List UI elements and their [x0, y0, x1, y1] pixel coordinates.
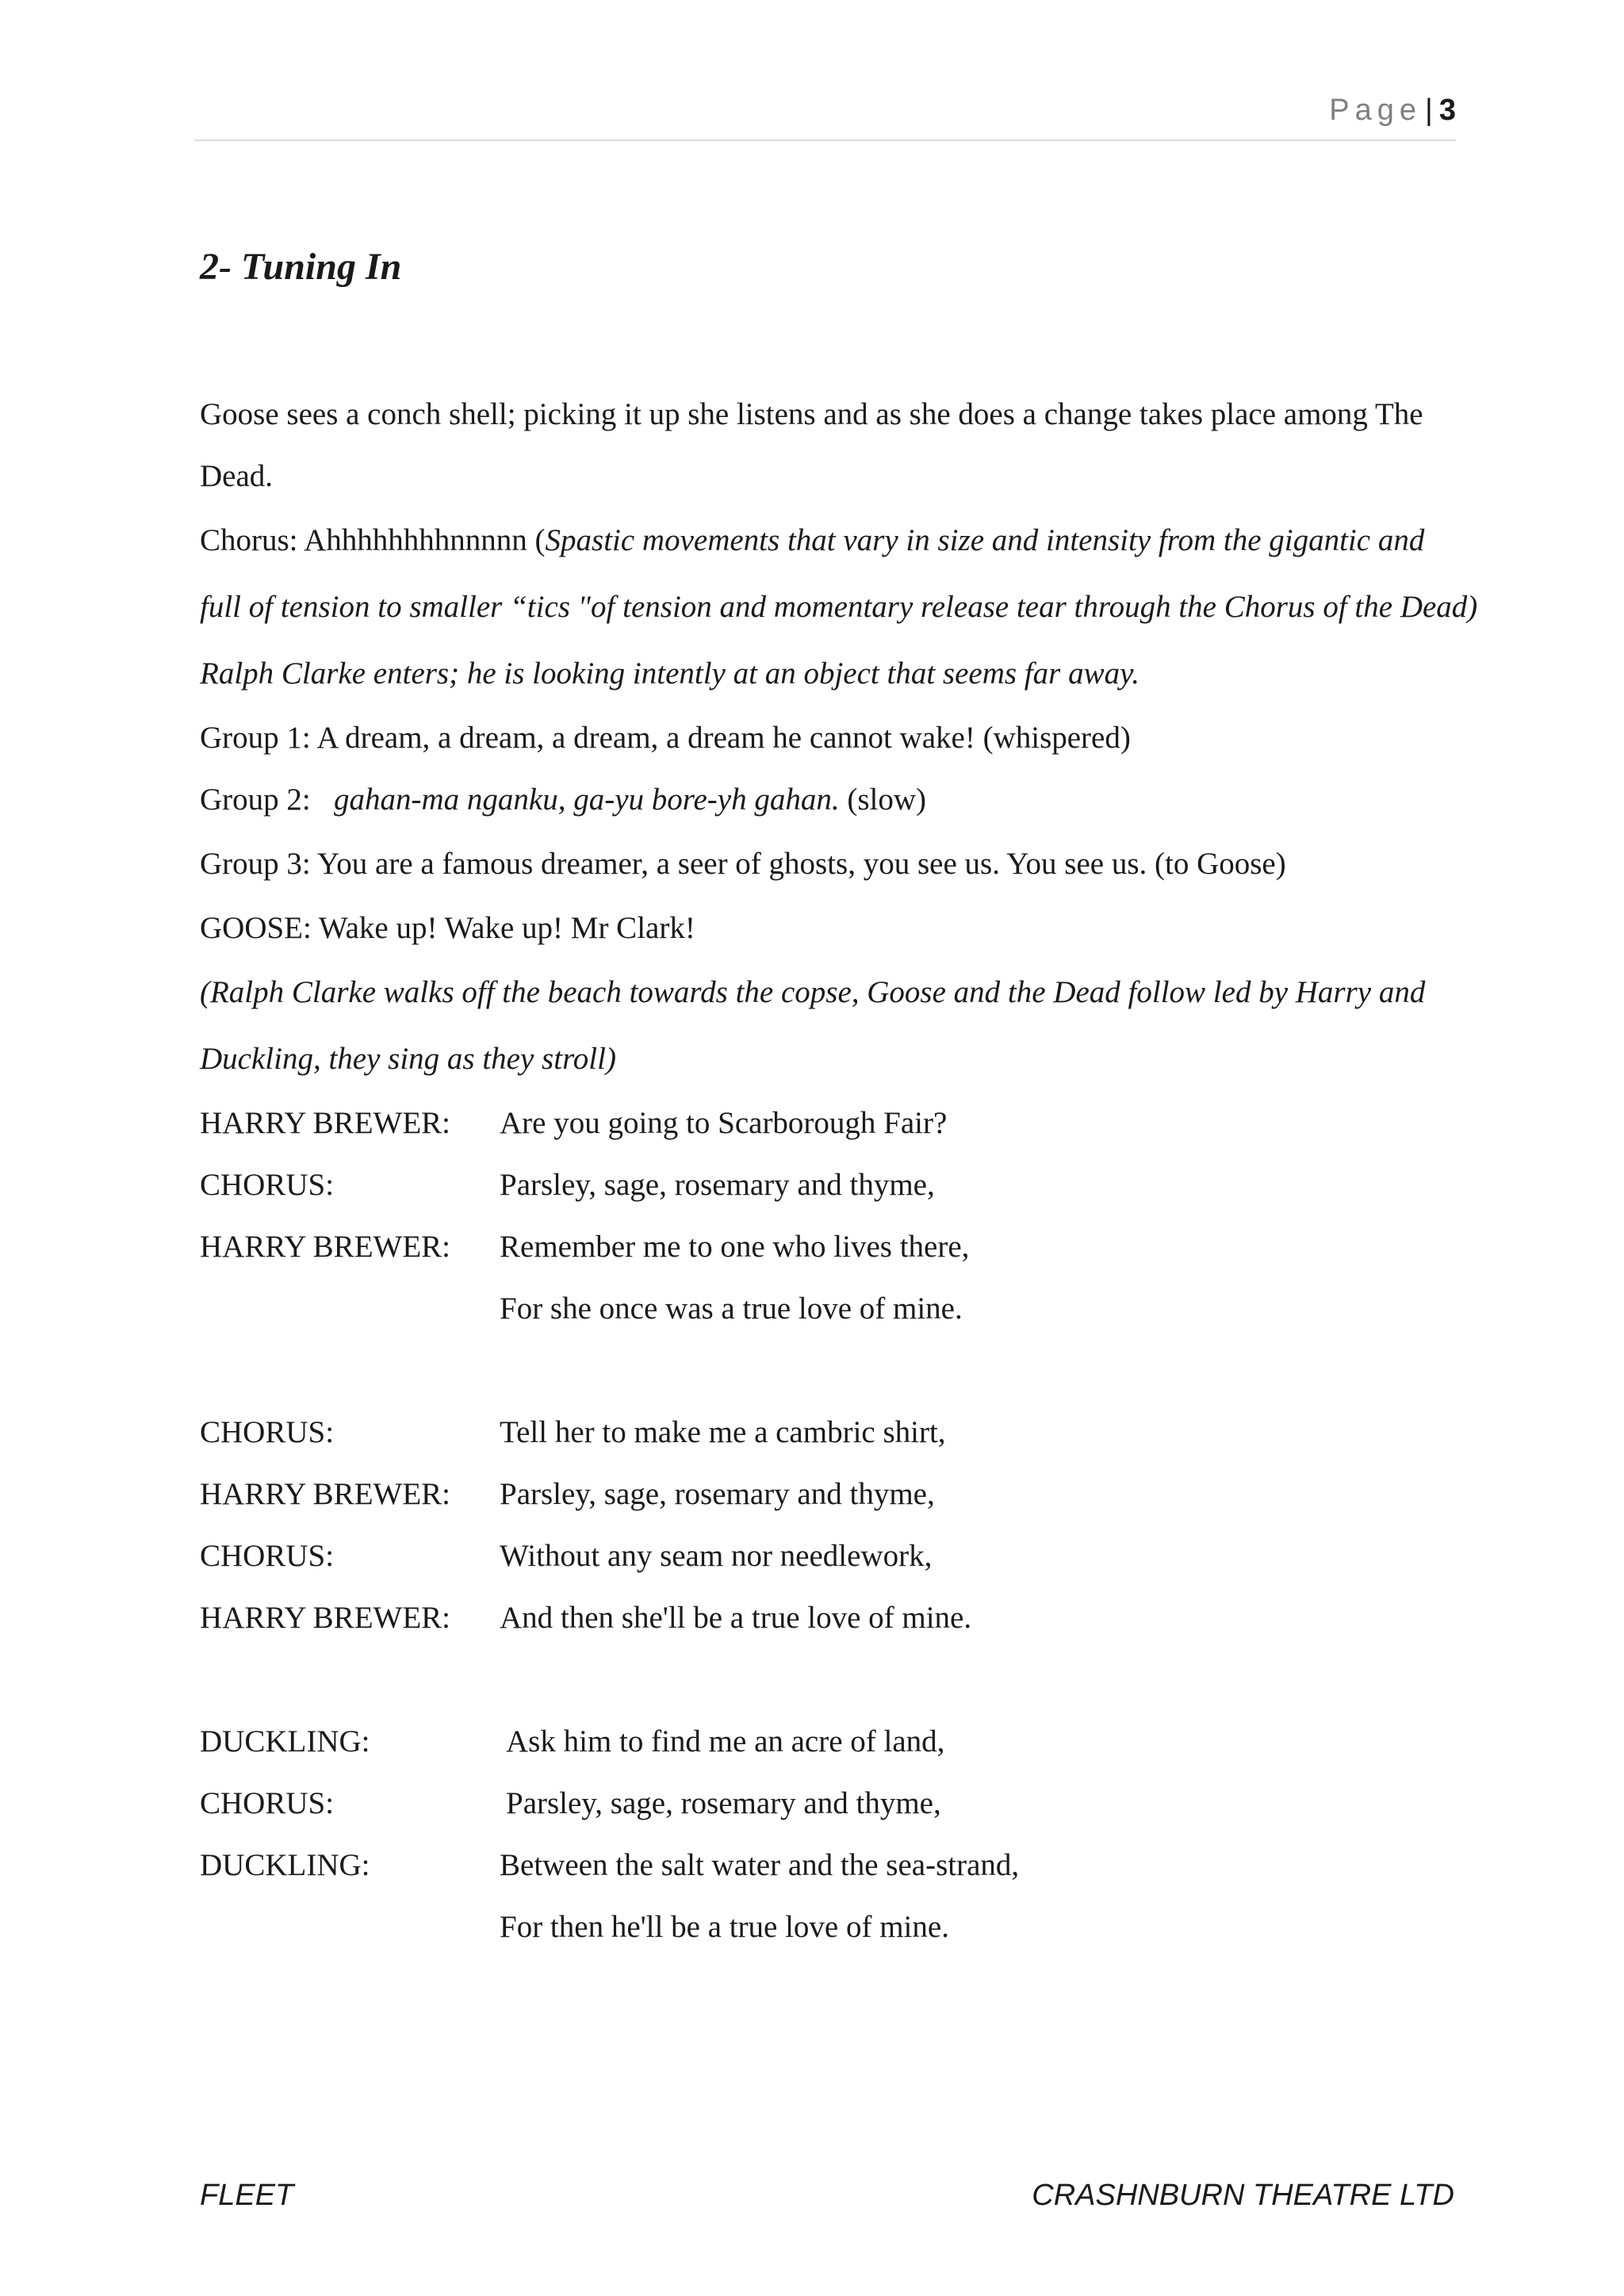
speaker-name: HARRY BREWER: [200, 1477, 450, 1511]
speaker-name: DUCKLING: [200, 1724, 370, 1758]
stage-direction-line: Goose sees a conch shell; picking it up she listens and as she does a change takes place among The [200, 397, 1423, 431]
page-label: Page [1329, 94, 1422, 127]
footer-title: FLEET [200, 2179, 294, 2212]
lyric-text: Without any seam nor needlework, [500, 1539, 933, 1573]
group2-line [200, 769, 1469, 831]
speaker-name [200, 1896, 500, 1958]
speaker-name: CHORUS: [200, 1786, 335, 1820]
speaker-name: DUCKLING: [200, 1848, 370, 1882]
song-line [200, 1711, 1469, 1773]
goose-line: GOOSE: Wake up! Wake up! Mr Clark! [200, 911, 695, 945]
chorus-prefix: Chorus: Ahhhhhhhhnnnnn ( [200, 523, 546, 557]
lyric-text: For she once was a true love of mine. [500, 1292, 963, 1326]
page-number: 3 [1438, 94, 1456, 127]
speaker-name [200, 1278, 500, 1340]
song-line [200, 1835, 1469, 1896]
lyric-text: Are you going to Scarborough Fair? [500, 1106, 948, 1140]
song-line [200, 1154, 1469, 1216]
song-line [200, 1402, 1469, 1464]
song-line [200, 1464, 1469, 1525]
lyric-text: Parsley, sage, rosemary and thyme, [500, 1168, 935, 1202]
chorus-line [200, 507, 1469, 574]
lyric-text: Between the salt water and the sea-strand, [500, 1848, 1020, 1882]
speaker-name: CHORUS: [200, 1168, 335, 1202]
script-page-body [200, 230, 1478, 1958]
song-line [200, 1773, 1469, 1835]
song-line [200, 1278, 1469, 1340]
group2-text: gahan-ma nganku, ga-yu bore-yh gahan. [334, 783, 840, 817]
speaker-name: CHORUS: [200, 1415, 335, 1449]
scene-title: 2- Tuning In [200, 246, 402, 288]
song-line [200, 1525, 1469, 1587]
page-header [1329, 94, 1456, 128]
lyric-text: Parsley, sage, rosemary and thyme, [506, 1786, 941, 1820]
footer-company: CRASHNBURN THEATRE LTD [1032, 2179, 1454, 2212]
lyric-text: And then she'll be a true love of mine. [500, 1601, 972, 1635]
song-line [200, 1896, 1469, 1958]
lyric-text: Parsley, sage, rosemary and thyme, [500, 1477, 935, 1511]
speaker-name: HARRY BREWER: [200, 1106, 450, 1140]
stage-direction-line: Dead. [200, 459, 274, 493]
header-divider [195, 140, 1456, 141]
chorus-direction: Spastic movements that vary in size and intensity from the gigantic and [545, 523, 1425, 557]
stage-direction-line: (Ralph Clarke walks off the beach towards the copse, Goose and the Dead follow led by Harry and [200, 975, 1426, 1009]
group2-note: (slow) [839, 783, 927, 817]
chorus-direction-line: full of tension to smaller “tics "of tension and momentary release tear through the Chorus of the Dead) [200, 590, 1478, 624]
ralph-enters-direction: Ralph Clarke enters; he is looking intently at an object that seems far away. [200, 656, 1139, 691]
group1-line: Group 1: A dream, a dream, a dream, a dream he cannot wake! (whispered) [200, 721, 1131, 755]
song-line [200, 1216, 1469, 1278]
lyric-text: For then he'll be a true love of mine. [500, 1910, 949, 1944]
speaker-name: HARRY BREWER: [200, 1230, 450, 1264]
song-line [200, 1587, 1469, 1649]
stage-direction-line: Duckling, they sing as they stroll) [200, 1042, 616, 1076]
group3-line: Group 3: You are a famous dreamer, a seer of ghosts, you see us. You see us. (to Goose) [200, 847, 1286, 881]
speaker-name: CHORUS: [200, 1539, 335, 1573]
lyric-text: Remember me to one who lives there, [500, 1230, 970, 1264]
lyric-text: Ask him to find me an acre of land, [506, 1724, 945, 1758]
page-separator: | [1424, 94, 1433, 127]
group2-label: Group 2: [200, 783, 334, 817]
lyric-text: Tell her to make me a cambric shirt, [500, 1415, 946, 1449]
speaker-name: HARRY BREWER: [200, 1601, 450, 1635]
song-line [200, 1093, 1469, 1154]
